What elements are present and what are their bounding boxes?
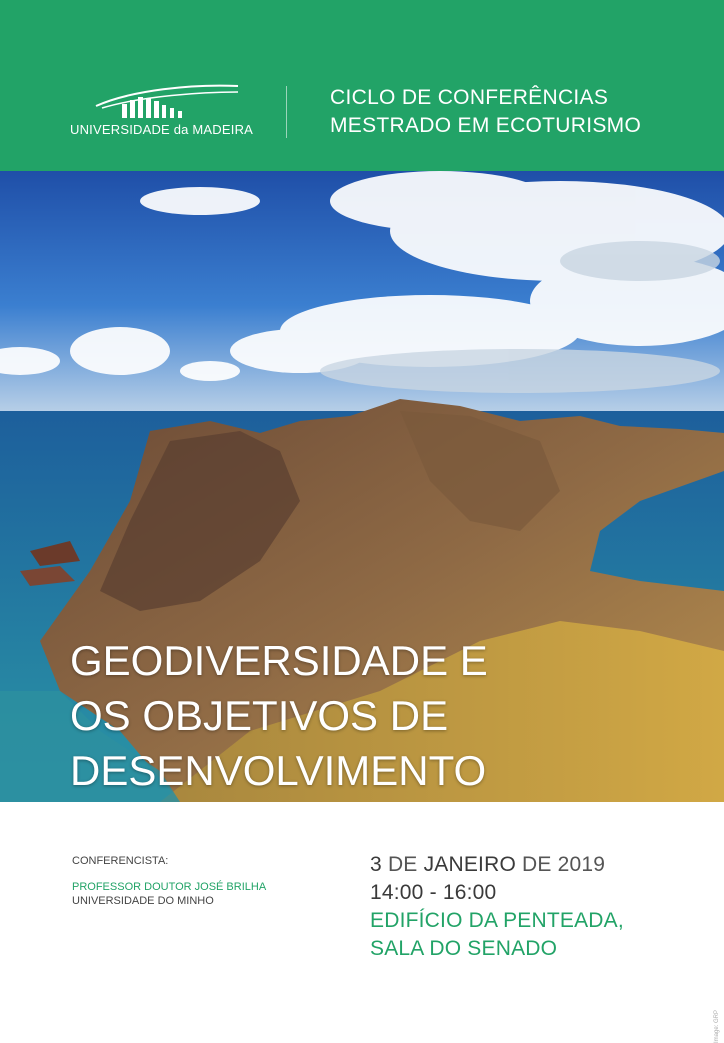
speaker-affiliation: UNIVERSIDADE DO MINHO: [72, 895, 214, 907]
header-divider: [286, 86, 287, 138]
image-credit: Image: GRP: [714, 1010, 720, 1043]
speaker-label: CONFERENCISTA:: [72, 855, 169, 867]
title-line-2: OS OBJETIVOS DE: [70, 692, 449, 739]
university-logo: [70, 84, 254, 144]
event-date: [370, 851, 624, 879]
logo-text: UNIVERSIDADE da MADEIRA: [70, 122, 254, 137]
event-year: 2019: [557, 853, 606, 876]
speaker-name: PROFESSOR DOUTOR JOSÉ BRILHA: [72, 881, 267, 893]
event-time: 14:00 - 16:00: [370, 881, 497, 904]
title-line-1: GEODIVERSIDADE E: [70, 637, 488, 684]
header-band: [0, 0, 724, 171]
event-date-de-2: DE: [522, 853, 552, 876]
series-line-2: MESTRADO EM ECOTURISMO: [330, 114, 642, 137]
event-date-de-1: DE: [387, 853, 418, 876]
university-logo-icon: [92, 84, 242, 120]
event-day: 3: [370, 853, 382, 876]
hero-photo: [0, 171, 724, 802]
title-line-4: [70, 798, 670, 802]
title-line-3: DESENVOLVIMENTO: [70, 747, 487, 794]
conference-series: [330, 84, 641, 140]
event-month: JANEIRO: [423, 853, 516, 876]
event-venue-line-2: SALA DO SENADO: [370, 937, 558, 960]
event-details: [370, 851, 624, 963]
series-line-1: CICLO DE CONFERÊNCIAS: [330, 86, 609, 109]
event-venue-line-1: EDIFÍCIO DA PENTEADA,: [370, 909, 624, 932]
talk-title: [70, 633, 670, 802]
speaker-block: [72, 854, 266, 908]
